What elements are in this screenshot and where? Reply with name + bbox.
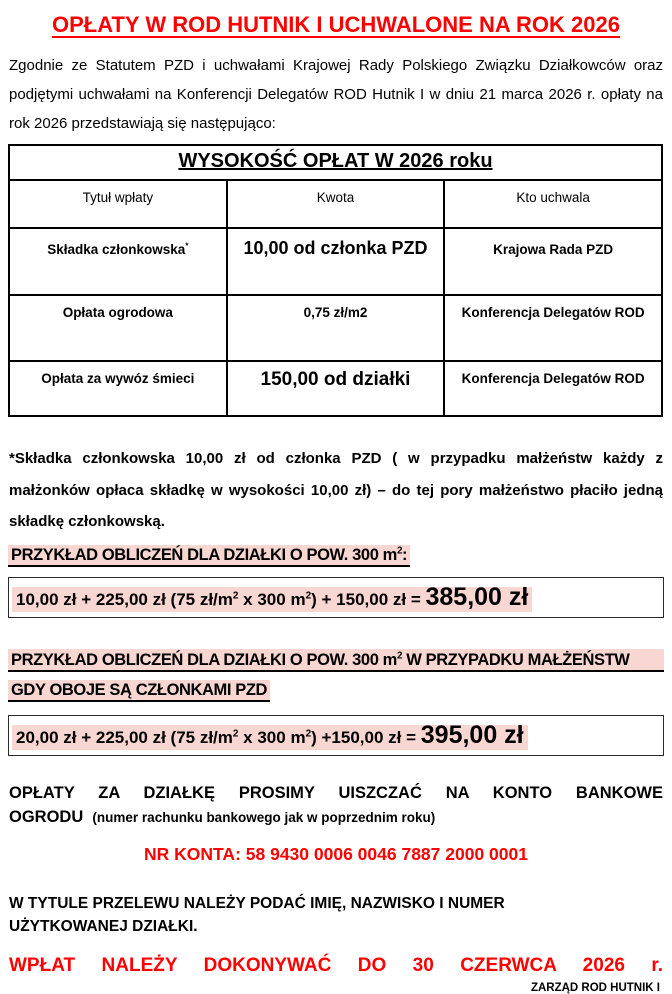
example1-formula: 10,00 zł + 225,00 zł (75 $zł/m^2$ x 300 $m^2) + 150,00$ zł = 385,00 zł <box>12 587 532 612</box>
example2-formula: 20,00 zł + 225,00 zł (75 $zł/m^2$ x 300 $m^2) +150,00$ zł = 395,00 zł <box>12 725 528 750</box>
fee-title-cell: Opłata za wywóz śmieci <box>9 361 227 416</box>
fees-table-title: WYSOKOŚĆ OPŁAT W 2026 roku <box>178 150 493 172</box>
intro-paragraph: Zgodnie ze Statutem PZD i uchwałami Krajowej Rady Polskiego Związku Działkowców oraz podjętymi uchwałami na Konferencji Delegatów ROD Hutnik I w dniu 21 marca 2026 r. opłaty na rok 2026 przedstawiają się następująco: <box>9 57 663 132</box>
fees-table-header-row <box>9 180 662 228</box>
transfer-title-note: W TYTULE PRZELEWU NALEŻY PODAĆ IMIĘ, NAZWISKO I NUMER UŻYTKOWANEJ DZIAŁKI. <box>9 894 505 935</box>
fee-authority-cell: Konferencja Delegatów ROD <box>444 295 662 361</box>
page-title: OPŁATY W ROD HUTNIK I UCHWALONE NA ROK 2026 <box>52 12 620 37</box>
example2-heading: PRZYKŁAD OBLICZEŃ DLA DZIAŁKI O POW. 300 $m^2$ W PRZYPADKU MAŁŻEŃSTW <box>8 649 664 672</box>
membership-fee-footnote: *Składka członkowska 10,00 zł od członka PZD ( w przypadku małżeństw każdy z małżonków opłaca składkę w wysokości 10,00 zł) – do tej pory małżeństwo płaciło jedną składkę członkowską. <box>9 450 663 530</box>
bank-account-number: NR KONTA: 58 9430 0006 0046 7887 2000 0001 <box>144 843 528 864</box>
table-row <box>9 228 662 295</box>
signature: ZARZĄD ROD HUTNIK I <box>530 981 660 994</box>
fee-amount-cell: 0,75 zł/m2 <box>227 295 445 361</box>
column-header-title: Tytuł wpłaty <box>9 180 227 228</box>
table-row <box>9 295 662 361</box>
fees-table <box>8 144 663 417</box>
column-header-amount: Kwota <box>227 180 445 228</box>
footnote-marker: * <box>185 241 189 251</box>
example1-heading: PRZYKŁAD OBLICZEŃ DLA DZIAŁKI O POW. 300 $m^2$: <box>8 545 664 567</box>
column-header-authority: Kto uchwala <box>444 180 662 228</box>
document-page <box>0 12 672 994</box>
example2-formula-box <box>8 715 664 756</box>
fee-authority-cell: Konferencja Delegatów ROD <box>444 361 662 416</box>
example2-heading-line2: GDY OBOJE SĄ CZŁONKAMI PZD <box>8 680 664 702</box>
example1-total: 385,00 zł <box>425 582 529 611</box>
example1-formula-box <box>8 577 664 618</box>
fees-table-title-row <box>9 145 662 180</box>
payment-note-paren: (numer rachunku bankowego jak w poprzednim roku) <box>92 809 436 825</box>
payment-deadline: WPŁAT NALEŻY DOKONYWAĆ DO 30 CZERWCA 2026 r. <box>9 954 663 976</box>
fee-title-cell: Składka członkowska* <box>9 228 227 295</box>
fee-title-cell: Opłata ogrodowa <box>9 295 227 361</box>
table-row <box>9 361 662 416</box>
fee-authority-cell: Krajowa Rada PZD <box>444 228 662 295</box>
payment-instructions: OPŁATY ZA DZIAŁKĘ PROSIMY UISZCZAĆ NA KONTO BANKOWE OGRODU (numer rachunku bankowego jak w poprzednim roku) <box>9 783 663 826</box>
example2-total: 395,00 zł <box>420 720 524 749</box>
fee-amount-cell: 150,00 od działki <box>227 361 445 416</box>
fee-amount-cell: 10,00 od członka PZD <box>227 228 445 295</box>
